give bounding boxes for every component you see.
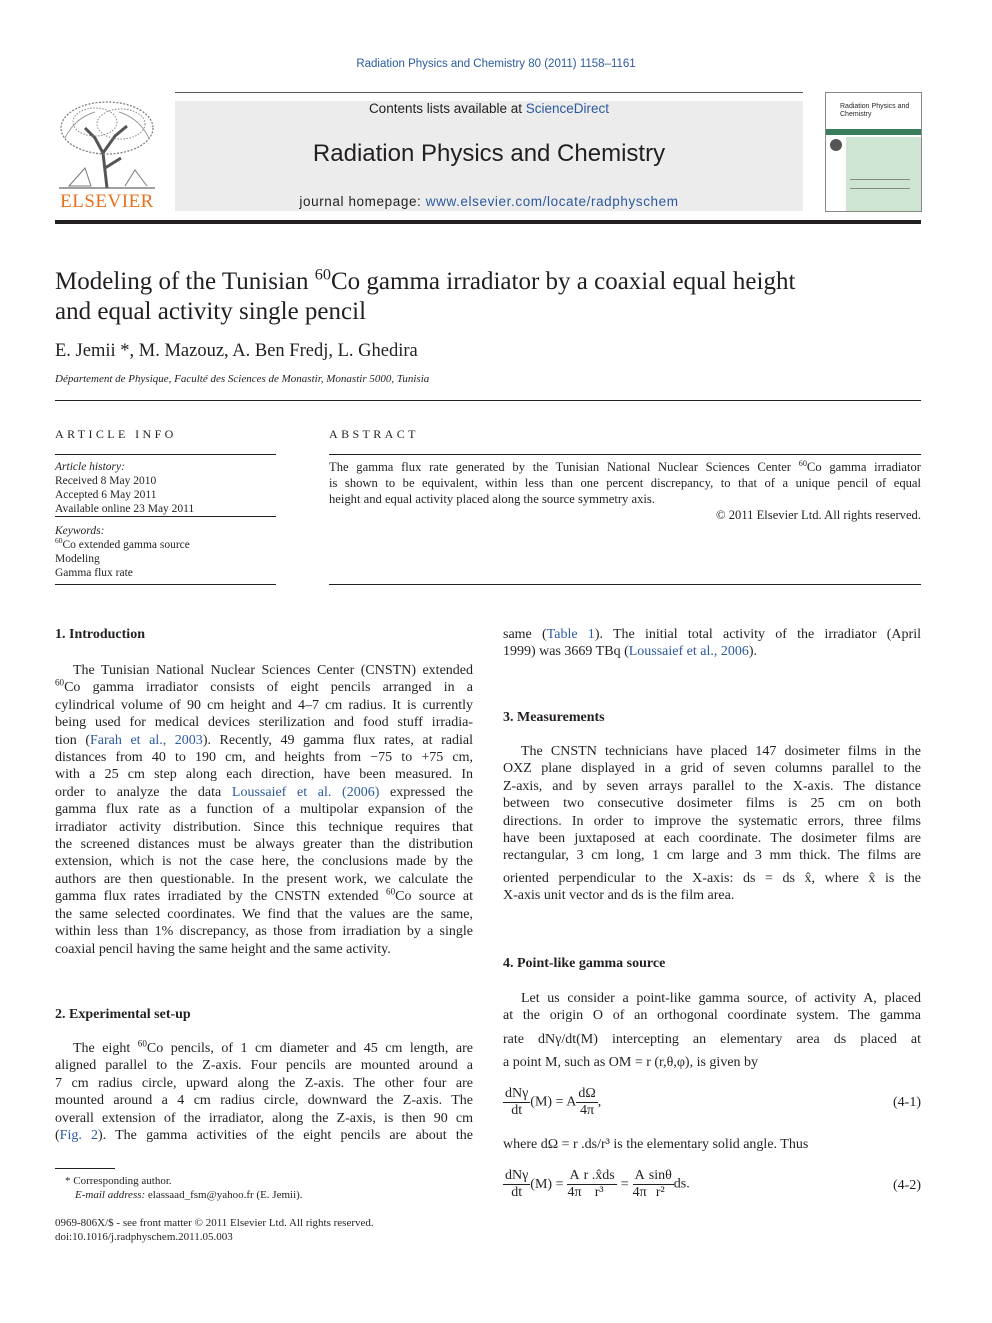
eq2-equals: =	[620, 1176, 629, 1192]
s3-line-7: rectangular, 3 cm long, 1 cm large and 3 mm thick. The films are	[503, 848, 921, 864]
keyword-1	[55, 538, 276, 552]
cover-panel	[846, 137, 921, 211]
abstract-text	[329, 459, 921, 523]
keyword-3: Gamma flux rate	[55, 567, 133, 579]
title-part-1: Modeling of the Tunisian	[55, 268, 315, 295]
eq2-d-fraction	[647, 1168, 674, 1201]
s1-line-4: being used for medical devices sterilization and food stuff irradia-	[55, 715, 473, 731]
s2-line-1-sup: 60	[137, 1038, 147, 1049]
online-date: Available online 23 May 2011	[55, 503, 195, 515]
abstract-sup: 60	[798, 458, 807, 468]
journal-name[interactable]: Radiation Physics and Chemistry	[312, 140, 666, 167]
s2-line-6a: (	[55, 1128, 60, 1144]
keywords-rule	[55, 584, 276, 585]
s1-line-14-sup: 60	[386, 886, 396, 897]
eq1-rhs-den: 4π	[579, 1103, 595, 1118]
elsevier-wordmark: ELSEVIER	[60, 191, 154, 212]
sciencedirect-link[interactable]: ScienceDirect	[525, 101, 610, 116]
eq2-d-num: sinθ	[648, 1168, 672, 1183]
eq2-number: (4-2)	[893, 1178, 921, 1193]
keywords-label: Keywords:	[55, 525, 105, 537]
contents-line	[175, 101, 803, 116]
email-address[interactable]: elassaad_fsm@yahoo.fr (E. Jemii).	[147, 1189, 303, 1201]
s3-line-1: The CNSTN technicians have placed 147 dosimeter films in the	[521, 744, 921, 759]
authors[interactable]: E. Jemii *, M. Mazouz, A. Ben Fredj, L. Ghedira	[55, 341, 418, 361]
eq2-b-num: r .x̂ds	[583, 1168, 615, 1183]
s1-line-14a: gamma flux rates irradiated by the CNSTN extended	[55, 889, 387, 905]
equation-4-2	[503, 1168, 921, 1204]
accepted-date: Accepted 6 May 2011	[55, 489, 157, 501]
c-line-2	[503, 643, 921, 660]
cover-title: Radiation Physics and Chemistry	[840, 103, 910, 118]
s1-line-5b: ). Recently, 49 gamma flux rates, at radial	[202, 732, 473, 748]
c-line-1b: ). The initial total activity of the irradiator (April	[594, 627, 921, 642]
cover-band	[826, 129, 921, 135]
s1-line-6: distances from 40 to 190 cm, and heights from −75 to +75 cm,	[55, 750, 473, 766]
abstract-line-1a: The gamma flux rate generated by the Tunisian National Nuclear Sciences Center	[329, 460, 799, 474]
s2-line-4: mounted around a 4 cm radius circle, downward the Z-axis. The	[55, 1093, 473, 1109]
eq2-b-fraction	[582, 1168, 617, 1201]
journal-homepage	[175, 194, 803, 209]
eq1-lhs-fraction	[503, 1086, 530, 1119]
eq2-lhs-num: dNγ	[505, 1168, 529, 1183]
s4-line-2: at the origin O of an orthogonal coordinate system. The gamma	[503, 1008, 921, 1024]
c-line-1a: same (	[503, 627, 547, 642]
cover-circle-icon	[830, 139, 842, 151]
keyword-1-sup: 60	[55, 536, 63, 546]
banner-top-rule	[175, 92, 803, 93]
eq2-d-den: r²	[655, 1185, 665, 1200]
keyword-1-text: Co extended gamma source	[62, 539, 190, 551]
contents-prefix: Contents lists available at	[368, 101, 526, 116]
title-line-2: and equal activity single pencil	[55, 298, 367, 325]
s2-line-1b: Co pencils, of 1 cm diameter and 45 cm length, are	[146, 1041, 473, 1056]
s2-line-6b: ). The gamma activities of the eight pencils are about the	[98, 1128, 473, 1144]
section-2-heading: 2. Experimental set-up	[55, 1007, 191, 1022]
s1-line-5a: tion (	[55, 732, 91, 748]
c-line-1	[503, 626, 921, 643]
section-4-heading: 4. Point-like gamma source	[503, 956, 666, 971]
s3-line-4: between two consecutive dosimeter films is 25 cm on both	[503, 796, 921, 812]
abstract-bottom-rule	[329, 584, 921, 585]
footnote-email	[55, 1188, 475, 1202]
eq2-a-num: A	[569, 1168, 580, 1183]
eq1-end: ,	[597, 1094, 602, 1110]
header-thick-rule	[55, 220, 921, 224]
eq2-c-fraction	[633, 1168, 647, 1201]
s4-line-3: rate dNγ/dt(M) intercepting an elementary area ds placed at	[503, 1031, 921, 1047]
s2-line-1a: The eight	[73, 1041, 138, 1056]
eq2-a-den: 4π	[567, 1185, 582, 1200]
eq2-c-num: A	[634, 1168, 645, 1183]
article-history	[55, 460, 276, 516]
section-1-heading: 1. Introduction	[55, 627, 145, 642]
eq2-c-den: 4π	[632, 1185, 647, 1200]
table1-link[interactable]: Table 1	[546, 627, 595, 642]
fig2-link[interactable]: Fig. 2	[59, 1128, 99, 1144]
farah-citation-link[interactable]: Farah et al., 2003	[90, 732, 203, 748]
eq1-lhs-num: dNγ	[505, 1086, 529, 1101]
section-4-text	[503, 990, 921, 1072]
keyword-2: Modeling	[55, 553, 100, 565]
s3-line-2: OXZ plane displayed in a grid of seven columns parallel to the	[503, 761, 921, 777]
s1-line-10: irradiator activity distribution. Since this technique requires that	[55, 819, 473, 835]
history-rule	[55, 516, 276, 517]
abstract-line-2: is shown to be equivalent, within less than one percent discrepancy, to that of a unique pencil of equal	[329, 476, 921, 490]
s1-line-7: with a 25 cm step along each direction, have been measured. In	[55, 767, 473, 783]
article-info-heading: ARTICLE INFO	[55, 427, 177, 441]
elsevier-tree-icon	[55, 98, 159, 190]
s1-line-2-text: Co gamma irradiator consists of eight pencils arranged in a	[64, 680, 473, 696]
eq1-number: (4-1)	[893, 1095, 921, 1110]
section-1-text	[55, 662, 473, 958]
footnote-corresponding: * Corresponding author.	[65, 1175, 172, 1187]
eq2-end: ds.	[673, 1176, 690, 1192]
footnotes	[55, 1174, 475, 1202]
eq1-lhs-den: dt	[511, 1103, 523, 1118]
s1-line-8	[55, 784, 473, 801]
eq1-mid: (M) = A	[530, 1094, 577, 1110]
cover-lines	[850, 179, 910, 189]
s1-line-3: cylindrical volume of 90 cm height and 4–7 cm radius. It is currently	[55, 697, 473, 713]
article-info-rule	[55, 454, 276, 455]
s1-line-14b: Co source at	[395, 889, 474, 905]
front-matter	[55, 1216, 475, 1244]
history-label: Article history:	[55, 461, 125, 473]
s1-line-2-sup: 60	[55, 677, 65, 688]
s1-line-17: coaxial pencil having the same height and the same activity.	[55, 941, 391, 957]
section-3-text	[503, 743, 921, 905]
journal-cover-thumbnail[interactable]	[825, 92, 922, 212]
copyright: © 2011 Elsevier Ltd. All rights reserved.	[716, 508, 921, 522]
s2-line-5: overall extension of the irradiator, along the Z-axis, is then 90 cm	[55, 1110, 473, 1126]
eq2-mid: (M) =	[530, 1176, 564, 1192]
s3-line-3: Z-axis, and by seven arrays parallel to the X-axis. The distance	[503, 778, 921, 794]
c-line-2a: 1999) was 3669 TBq (	[503, 644, 629, 660]
s1-line-12: extension, which is not the case here, the conclusions made by the	[55, 854, 473, 870]
eq2-lhs-fraction	[503, 1168, 530, 1201]
eq2-a-fraction	[567, 1168, 581, 1201]
doi-line[interactable]: doi:10.1016/j.radphyschem.2011.05.003	[55, 1231, 233, 1243]
s1-line-1: The Tunisian National Nuclear Sciences Center (CNSTN) extended	[73, 663, 473, 678]
loussaief-citation-link[interactable]: Loussaief et al. (2006)	[231, 784, 380, 800]
abstract-rule	[329, 454, 921, 455]
journal-banner	[175, 101, 803, 211]
loussaief-2006-link[interactable]: Loussaief et al., 2006	[628, 644, 749, 660]
s3-line-5: directions. In order to improve the systematic errors, three films	[503, 813, 921, 829]
received-date: Received 8 May 2010	[55, 475, 157, 487]
eq1-rhs-num: dΩ	[578, 1086, 596, 1101]
running-head[interactable]: Radiation Physics and Chemistry 80 (2011) 1158–1161	[356, 58, 636, 70]
s1-line-11: the screened distances must be always greater than the distribution	[55, 837, 473, 853]
s2-line-3: 7 cm radius circle, upward along the Z-axis. The other four are	[55, 1075, 473, 1091]
c-line-2b: ).	[748, 644, 758, 660]
abstract-line-1b: Co gamma irradiator	[806, 460, 921, 474]
s1-line-13: authors are then questionable. In the present work, we calculate the	[55, 871, 473, 887]
title-superscript: 60	[314, 265, 331, 284]
abstract-heading: ABSTRACT	[329, 427, 419, 441]
s1-line-8a: order to analyze the data	[55, 784, 232, 800]
section-2-continued	[503, 626, 921, 661]
elsevier-logo[interactable]	[55, 98, 159, 214]
s1-line-8b: expressed the	[379, 784, 473, 800]
homepage-link[interactable]: www.elsevier.com/locate/radphyschem	[425, 194, 679, 209]
s2-line-6	[55, 1127, 473, 1144]
issn-line: 0969-806X/$ - see front matter © 2011 Elsevier Ltd. All rights reserved.	[55, 1217, 374, 1229]
article-title	[55, 267, 915, 327]
s3-line-6: have been juxtaposed at each coordinate. The dosimeter films are	[503, 831, 921, 847]
s2-line-2: aligned parallel to the Z-axis. Four pencils are mounted around a	[55, 1058, 473, 1074]
info-top-rule	[55, 400, 921, 401]
eq1-rhs-fraction	[576, 1086, 597, 1119]
keywords	[55, 524, 276, 580]
s1-line-16: within less than 1% discrepancy, as those from irradiation by a single	[55, 924, 473, 940]
section-3-heading: 3. Measurements	[503, 710, 605, 725]
s3-line-9: X-axis unit vector and ds is the film area.	[503, 888, 735, 904]
abstract-line-1	[329, 459, 921, 475]
eq2-b-den: r³	[594, 1185, 604, 1200]
s4-line-5: where dΩ = r .ds/r³ is the elementary solid angle. Thus	[503, 1137, 809, 1152]
s1-line-2	[55, 679, 473, 696]
s1-line-15: the same selected coordinates. We find that the values are the same,	[55, 906, 473, 922]
affiliation: Département de Physique, Faculté des Sciences de Monastir, Monastir 5000, Tunisia	[55, 373, 430, 385]
s3-line-8: oriented perpendicular to the X-axis: ds = ds x̂, where x̂ is the	[503, 870, 921, 886]
s4-line-1: Let us consider a point-like gamma source, of activity A, placed	[521, 991, 921, 1006]
s1-line-9: gamma flux rate as a function of a multipolar expansion of the	[55, 802, 473, 818]
section-2-text	[55, 1040, 473, 1144]
title-part-2: Co gamma irradiator by a coaxial equal height	[331, 268, 796, 295]
s1-line-14	[55, 888, 473, 905]
s2-line-1	[55, 1040, 473, 1057]
homepage-prefix: journal homepage:	[299, 194, 426, 209]
equation-4-1	[503, 1086, 921, 1122]
footnote-rule	[55, 1168, 115, 1169]
s4-line-4: a point M, such as OM = r (r,θ,φ), is given by	[503, 1055, 759, 1071]
s1-line-5	[55, 732, 473, 749]
eq2-lhs-den: dt	[511, 1185, 523, 1200]
abstract-line-3: height and equal activity placed along the source symmetry axis.	[329, 492, 655, 506]
email-label: E-mail address:	[75, 1189, 148, 1201]
